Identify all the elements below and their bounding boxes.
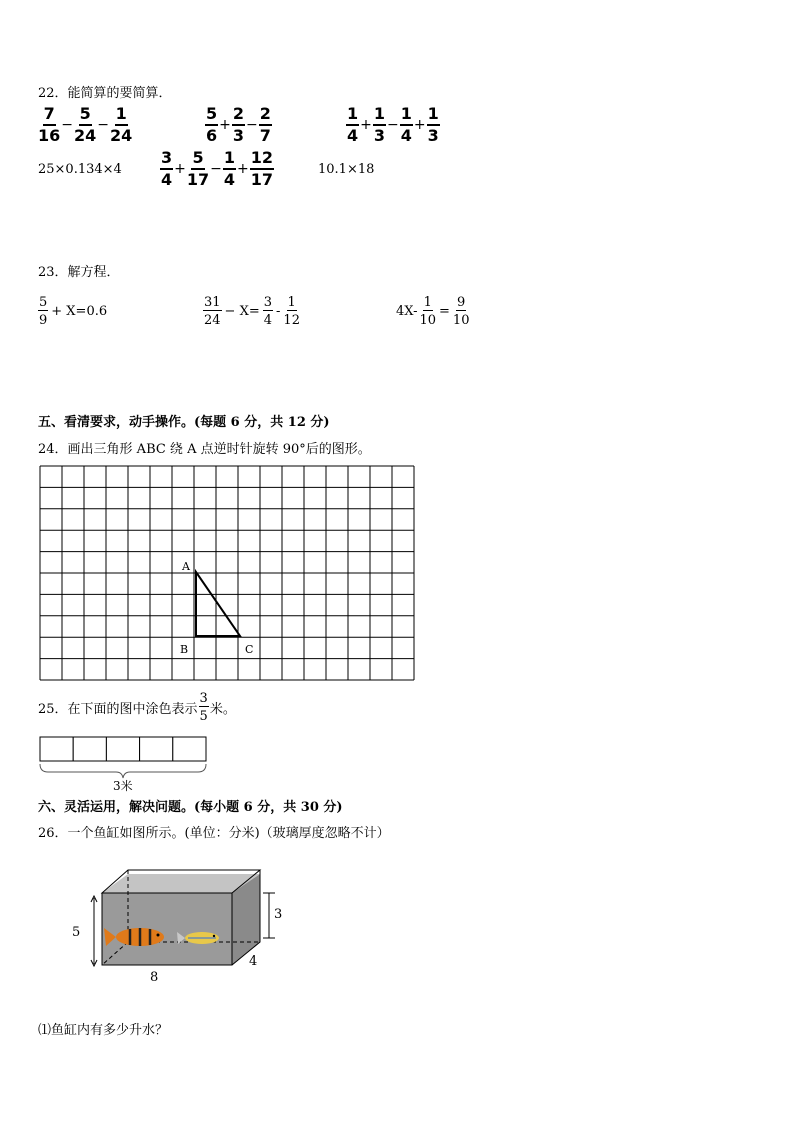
fraction: $\frac{31}{24}$ (204, 295, 221, 328)
grid-lines (40, 466, 414, 680)
fish-tank-figure (64, 860, 304, 985)
bar-cells (40, 737, 206, 761)
fraction: $\frac{3}{5}$ (199, 691, 208, 724)
width-label: 4 (249, 954, 258, 969)
bar-cell[interactable] (40, 737, 73, 761)
fraction: $\frac{1}{4}$ (347, 104, 359, 145)
q23-equation-3: 4X- $\frac{1}{10}$ = $\frac{9}{10}$ (396, 295, 470, 328)
fraction: $\frac{2}{7}$ (259, 104, 271, 145)
q25-bar-figure (38, 736, 213, 794)
q26-title: 26．一个鱼缸如图所示。(单位：分米)（玻璃厚度忽略不计） (38, 826, 390, 841)
fraction: $\frac{1}{10}$ (419, 295, 437, 328)
point-a-label: A (182, 560, 190, 573)
fraction: $\frac{1}{12}$ (283, 295, 300, 328)
brace (40, 764, 206, 778)
fraction: $\frac{1}{3}$ (373, 104, 386, 145)
q22-expr-3: $\frac{1}{4}$ + $\frac{1}{3}$ − $\frac{1}{4}$ + $\frac{1}{3}$ (347, 104, 439, 145)
q22-expr-1: $\frac{7}{16}$ − $\frac{5}{24}$ − $\frac{1}{24}$ (38, 104, 133, 145)
point-b-label: B (180, 643, 189, 656)
fraction: $\frac{3}{4}$ (263, 295, 273, 328)
fraction: $\frac{9}{10}$ (452, 295, 470, 328)
fraction: $\frac{5}{6}$ (206, 104, 218, 145)
bar-cell[interactable] (173, 737, 206, 761)
length-label: 8 (150, 970, 159, 985)
bar-cell[interactable] (140, 737, 173, 761)
water-depth-label: 3 (274, 907, 283, 922)
height-label: 5 (72, 925, 81, 940)
total-length-label: 3米 (113, 779, 133, 793)
q23-equation-1: $\frac{5}{9}$ + X=0.6 (39, 295, 108, 328)
q23-equation-2: $\frac{31}{24}$ − X= $\frac{3}{4}$ - $\frac{1}{12}$ (204, 295, 300, 328)
bar-cell[interactable] (106, 737, 139, 761)
section-5-heading: 五、看清要求，动手操作。(每题 6 分，共 12 分) (38, 415, 330, 430)
water-front (102, 893, 232, 965)
fraction: $\frac{7}{16}$ (38, 104, 61, 145)
triangle-abc (196, 572, 240, 636)
fraction: $\frac{5}{9}$ (39, 295, 48, 328)
point-c-label: C (245, 643, 254, 656)
q24-title: 24．画出三角形 ABC 绕 A 点逆时针旋转 90°后的图形。 (38, 442, 371, 457)
fraction: $\frac{1}{4}$ (400, 104, 412, 145)
q22-expr-6: 10.1×18 (318, 162, 375, 177)
bar-cell[interactable] (73, 737, 106, 761)
fraction: $\frac{5}{24}$ (74, 104, 97, 145)
q22-title: 22．能简算的要简算． (38, 86, 172, 101)
fraction: $\frac{12}{17}$ (250, 148, 274, 189)
q22-expr-2: $\frac{5}{6}$ + $\frac{2}{3}$ − $\frac{2}{7}$ (206, 104, 271, 145)
q22-expr-5: $\frac{3}{4}$ + $\frac{5}{17}$ − $\frac{1}{4}$ + $\frac{12}{17}$ (161, 148, 274, 189)
fraction: $\frac{1}{3}$ (427, 104, 439, 145)
fraction: $\frac{3}{4}$ (161, 148, 173, 189)
section-6-heading: 六、灵活运用，解决问题。(每小题 6 分，共 30 分) (38, 800, 343, 815)
fraction: $\frac{2}{3}$ (232, 104, 245, 145)
q24-grid-figure (36, 464, 426, 686)
q25-title: 25．在下面的图中涂色表示 $\frac{3}{5}$ 米。 (38, 691, 236, 724)
fraction: $\frac{1}{4}$ (223, 148, 236, 189)
q22-expr-4: 25×0.134×4 (38, 162, 122, 177)
q26-sub-question-1: ⑴鱼缸内有多少升水？ (38, 1023, 169, 1038)
fraction: $\frac{1}{24}$ (110, 104, 133, 145)
fraction: $\frac{5}{17}$ (186, 148, 210, 189)
q23-title: 23．解方程． (38, 265, 120, 280)
